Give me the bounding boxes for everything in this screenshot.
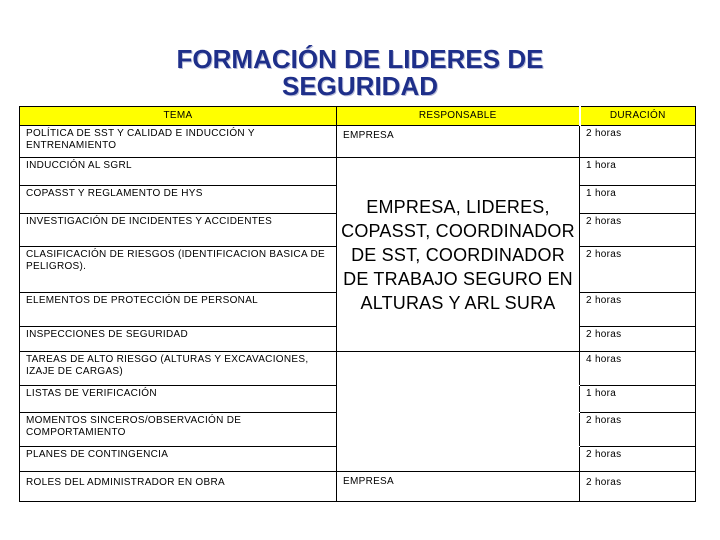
responsible-cell bbox=[337, 413, 580, 447]
table-row bbox=[20, 386, 696, 413]
duration-cell: 2 horas bbox=[580, 214, 696, 247]
duration-cell: 1 hora bbox=[580, 386, 696, 413]
duration-cell: 2 horas bbox=[580, 247, 696, 293]
topic-cell: LISTAS DE VERIFICACIÓN bbox=[20, 386, 337, 413]
table-row bbox=[20, 413, 696, 447]
responsible-cell: EMPRESA bbox=[337, 472, 580, 502]
responsible-group-cell: EMPRESA, LIDERES, COPASST, COORDINADOR DE SST, COORDINADOR DE TRABAJO SEGURO EN ALTURAS Y ARL SURA bbox=[337, 158, 580, 352]
topic-cell: INSPECCIONES DE SEGURIDAD bbox=[20, 327, 337, 352]
table-row bbox=[20, 447, 696, 472]
topic-cell: ROLES DEL ADMINISTRADOR EN OBRA bbox=[20, 472, 337, 502]
topic-cell: POLÍTICA DE SST Y CALIDAD E INDUCCIÓN Y ENTRENAMIENTO bbox=[20, 126, 337, 158]
table-row bbox=[20, 352, 696, 386]
duration-cell: 2 horas bbox=[580, 126, 696, 158]
responsible-cell bbox=[337, 386, 580, 413]
duration-cell: 2 horas bbox=[580, 447, 696, 472]
topic-cell: ELEMENTOS DE PROTECCIÓN DE PERSONAL bbox=[20, 293, 337, 327]
title-line-2: SEGURIDAD bbox=[281, 71, 438, 101]
topic-cell: COPASST Y REGLAMENTO DE HYS bbox=[20, 186, 337, 214]
page-title bbox=[0, 46, 720, 100]
header-duration: DURACIÓN bbox=[580, 107, 696, 126]
title-line-1: FORMACIÓN DE LIDERES DE bbox=[176, 44, 544, 74]
duration-cell: 2 horas bbox=[580, 293, 696, 327]
duration-cell: 2 horas bbox=[580, 472, 696, 502]
duration-cell: 2 horas bbox=[580, 327, 696, 352]
training-table bbox=[19, 106, 696, 502]
topic-cell: INVESTIGACIÓN DE INCIDENTES Y ACCIDENTES bbox=[20, 214, 337, 247]
table-row bbox=[20, 472, 696, 502]
table-row bbox=[20, 158, 696, 186]
duration-cell: 1 hora bbox=[580, 186, 696, 214]
responsible-cell bbox=[337, 352, 580, 386]
topic-cell: PLANES DE CONTINGENCIA bbox=[20, 447, 337, 472]
responsible-cell bbox=[337, 447, 580, 472]
topic-cell: TAREAS DE ALTO RIESGO (ALTURAS Y EXCAVACIONES, IZAJE DE CARGAS) bbox=[20, 352, 337, 386]
topic-cell: CLASIFICACIÓN DE RIESGOS (IDENTIFICACION BASICA DE PELIGROS). bbox=[20, 247, 337, 293]
duration-cell: 1 hora bbox=[580, 158, 696, 186]
responsible-cell: EMPRESA bbox=[337, 126, 580, 158]
table-header-row bbox=[20, 107, 696, 126]
duration-cell: 4 horas bbox=[580, 352, 696, 386]
topic-cell: INDUCCIÓN AL SGRL bbox=[20, 158, 337, 186]
header-topic: TEMA bbox=[20, 107, 337, 126]
header-responsible: RESPONSABLE bbox=[337, 107, 580, 126]
duration-cell: 2 horas bbox=[580, 413, 696, 447]
topic-cell: MOMENTOS SINCEROS/OBSERVACIÓN DE COMPORTAMIENTO bbox=[20, 413, 337, 447]
table-row bbox=[20, 126, 696, 158]
